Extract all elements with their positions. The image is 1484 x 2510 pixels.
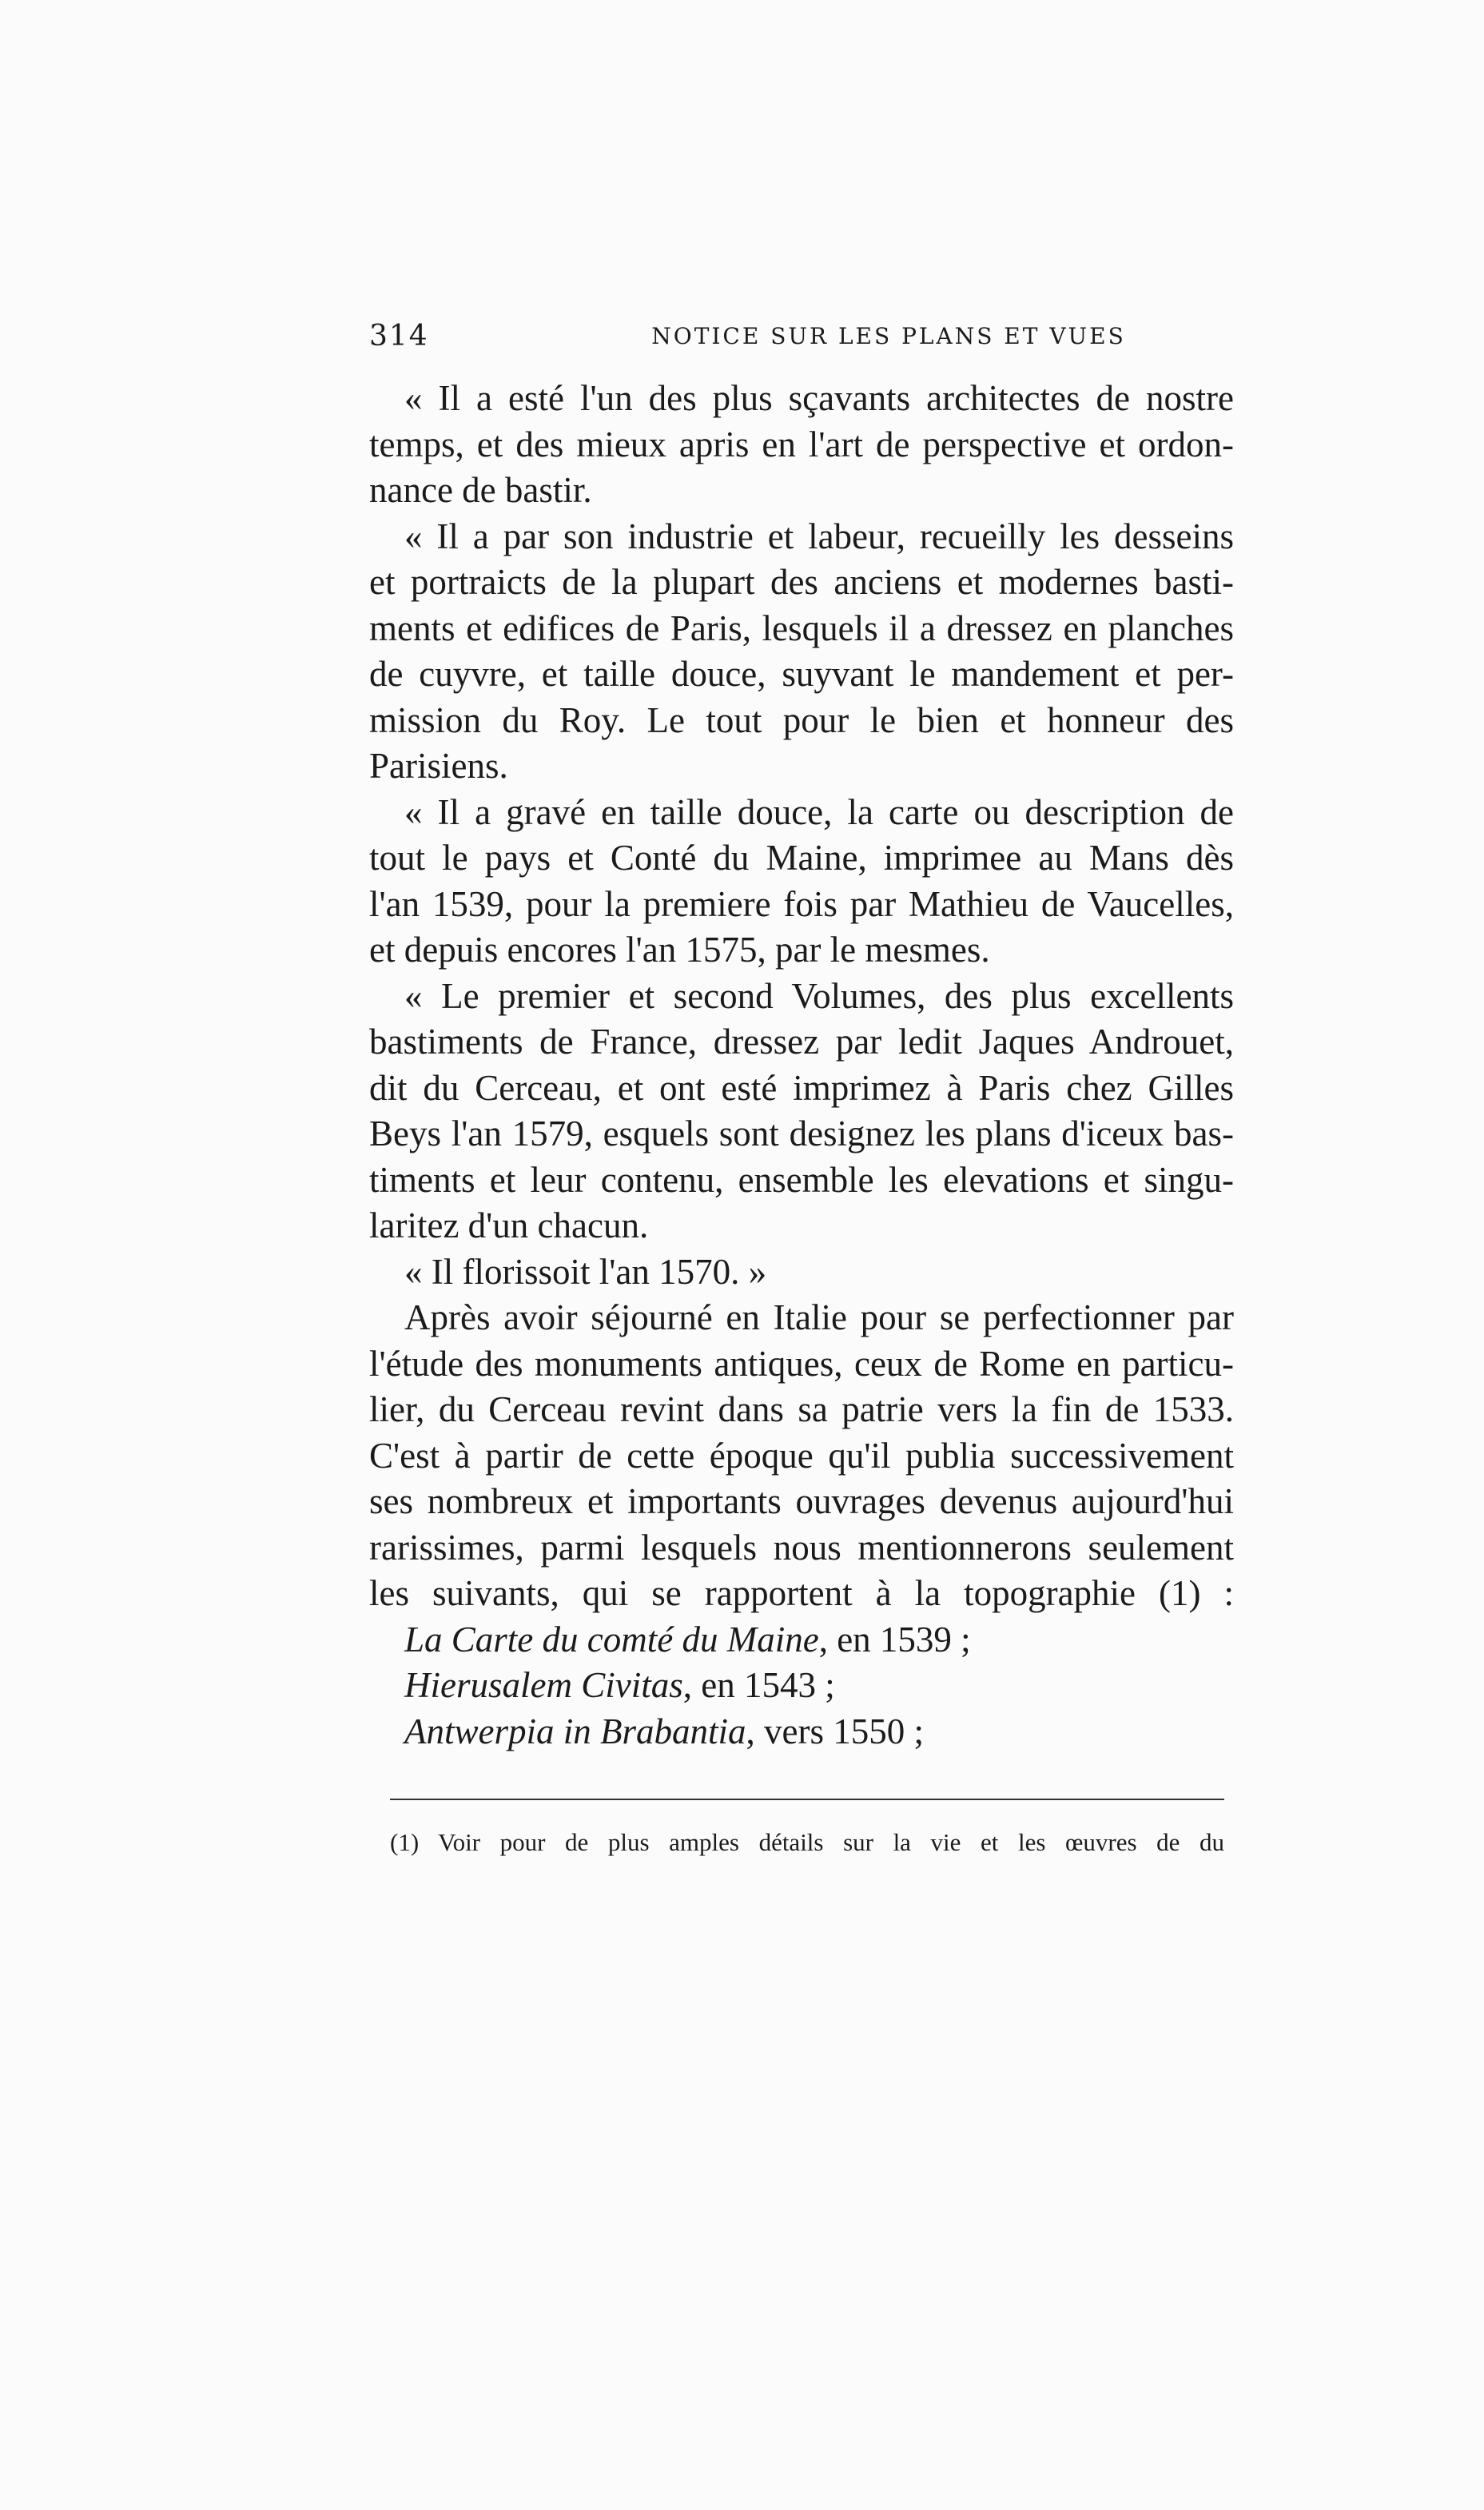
body-text: [369, 376, 1234, 1755]
text-line: « Il a gravé en taille douce, la carte ou description de: [404, 791, 1234, 832]
text-line: rarissimes, parmi lesquels nous mentionnerons seulement: [369, 1527, 1234, 1568]
text-line: bastiments de France, dressez par ledit Jaques Androuet,: [369, 1022, 1234, 1062]
running-head: NOTICE SUR LES PLANS ET VUES: [651, 323, 1126, 349]
text-line: temps, et des mieux apris en l'art de perspective et ordon-: [369, 424, 1234, 464]
footnote: (1) Voir pour de plus amples détails sur la vie et les œuvres de du: [390, 1828, 1224, 1856]
text-line: laritez d'un chacun.: [369, 1205, 649, 1245]
page-header: [369, 320, 1232, 368]
work-entry: [369, 1709, 1234, 1755]
text-line: dit du Cerceau, et ont esté imprimez à Paris chez Gilles: [369, 1067, 1234, 1108]
work-detail: , vers 1550 ;: [746, 1711, 924, 1751]
text-line: « Il florissoit l'an 1570. »: [404, 1251, 767, 1292]
text-line: Parisiens.: [369, 746, 508, 786]
work-entry: [369, 1617, 1234, 1663]
text-line: ments et edifices de Paris, lesquels il a dressez en planches: [369, 608, 1234, 648]
text-line: l'étude des monuments antiques, ceux de Rome en particu-: [369, 1343, 1234, 1384]
work-detail: , en 1543 ;: [682, 1665, 835, 1705]
work-title: Antwerpia in Brabantia: [404, 1711, 746, 1751]
text-line: « Il a par son industrie et labeur, recueilly les desseins: [404, 516, 1234, 556]
footnote-divider: [390, 1799, 1224, 1800]
text-line: Après avoir séjourné en Italie pour se perfectionner par: [404, 1297, 1234, 1337]
text-line: « Il a esté l'un des plus sçavants architectes de nostre: [404, 378, 1234, 418]
work-title: Hierusalem Civitas: [404, 1665, 683, 1705]
text-line: Beys l'an 1579, esquels sont designez les plans d'iceux bas-: [369, 1114, 1234, 1153]
text-line: tout le pays et Conté du Maine, imprimee au Mans dès: [369, 838, 1234, 878]
page-number: 314: [369, 320, 429, 353]
text-line: les suivants, qui se rapportent à la topographie (1) :: [369, 1573, 1234, 1613]
text-line: « Le premier et second Volumes, des plus excellents: [404, 975, 1234, 1016]
text-line: lier, du Cerceau revint dans sa patrie vers la fin de 1533.: [369, 1389, 1234, 1429]
text-line: l'an 1539, pour la premiere fois par Mathieu de Vaucelles,: [369, 883, 1234, 924]
text-line: mission du Roy. Le tout pour le bien et honneur des: [369, 699, 1234, 740]
text-line: C'est à partir de cette époque qu'il publia successivement: [369, 1435, 1234, 1476]
work-title: La Carte du comté du Maine: [404, 1619, 819, 1659]
text-line: et portraicts de la plupart des anciens et modernes basti-: [369, 562, 1234, 602]
text-line: nance de bastir.: [369, 470, 592, 510]
text-line: timents et leur contenu, ensemble les elevations et singu-: [369, 1159, 1234, 1200]
text-line: ses nombreux et importants ouvrages devenus aujourd'hui: [369, 1481, 1234, 1521]
text-line: et depuis encores l'an 1575, par le mesmes.: [369, 930, 990, 970]
text-line: de cuyvre, et taille douce, suyvant le mandement et per-: [369, 654, 1234, 694]
work-entry: [369, 1663, 1234, 1709]
work-detail: , en 1539 ;: [818, 1619, 971, 1659]
